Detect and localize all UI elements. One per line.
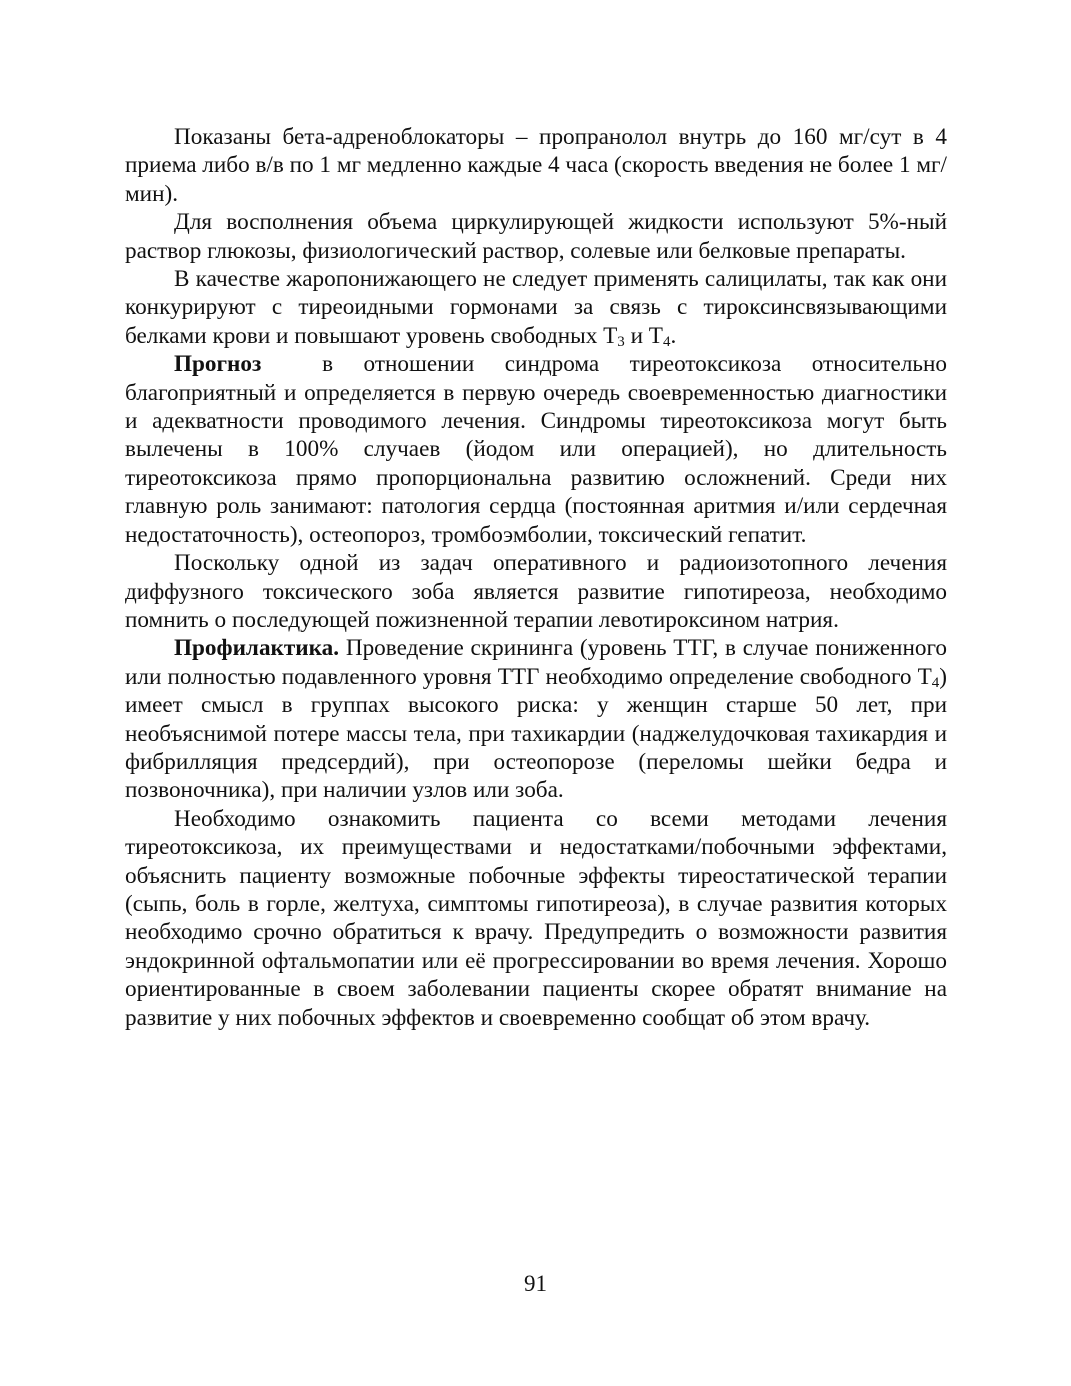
paragraph-text: Для восполнения объема циркулирующей жидкости используют 5%-ный раствор глюкозы, физиологический раствор, солевые или белковые препараты. <box>125 209 947 264</box>
paragraph-text: и Т <box>624 322 663 349</box>
paragraph-fluid-replacement <box>125 208 947 265</box>
paragraph-patient-education <box>125 805 947 1032</box>
paragraph-text: в отношении синдрома тиреотоксикоза относительно благоприятный и определяется в первую очередь своевременностью диагностики и адекватности проводимого лечения. Синдромы тиреотоксикоза могут быть вылечены в 100% случаев (йодом или операцией), но длительность тиреотоксикоза прямо пропорциональна развитию осложнений. Среди них главную роль занимают: патология сердца (постоянная аритмия и/или сердечная недостаточность), остеопороз, тромбоэмболии, токсический гепатит. <box>125 351 953 548</box>
paragraph-text: . <box>670 322 677 349</box>
prognosis-heading: Прогноз <box>174 351 262 378</box>
paragraph-text: ) имеет смысл в группах высокого риска: у женщин старше 50 лет, при необъяснимой потере массы тела, при тахикардии (наджелудочковая тахикардия и фибрилляция предсердий), при остеопорозе (переломы шейки бедра и позвоночника), при наличии узлов или зоба. <box>125 663 947 804</box>
body-text <box>125 123 953 1032</box>
paragraph-text: Необходимо ознакомить пациента со всеми методами лечения тиреотоксикоза, их преимуществами и недостатками/побочными эффектами, объяснить пациенту возможные побочные эффекты тиреостатической терапии (сыпь, боль в горле, желтуха, симптомы гипотиреоза), в случае развития которых необходимо срочно обратиться к врачу. Предупредить о возможности развития эндокринной офтальмопатии или её прогрессировании во время лечения. Хорошо ориентированные в своем заболевании пациенты скорее обратят внимание на развитие у них побочных эффектов и своевременно сообщат об этом врачу. <box>125 805 947 1031</box>
paragraph-text: Показаны бета-адреноблокаторы – пропранолол внутрь до 160 мг/сут в 4 приема либо в/в по 1 мг медленно каждые 4 часа (скорость введения не более 1 мг/мин). <box>125 124 947 207</box>
paragraph-text: В качестве жаропонижающего не следует применять салицилаты, так как они конкурируют с тиреоидными гормонами за связь с тироксинсвязывающими белками крови и повышают уровень свободных Т <box>125 266 947 349</box>
paragraph-text: Поскольку одной из задач оперативного и радиоизотопного лечения диффузного токсического зоба является развитие гипотиреоза, необходимо помнить о последующей пожизненной терапии левотироксином натрия. <box>125 550 947 633</box>
page-number: 91 <box>524 1271 547 1296</box>
subscript-4: 4 <box>931 674 940 691</box>
subscript-3: 3 <box>617 333 625 350</box>
subscript-4: 4 <box>662 333 671 350</box>
paragraph-beta-blockers <box>125 123 947 208</box>
paragraph-antipyretics <box>125 265 947 350</box>
prevention-heading: Профилактика. <box>174 635 340 662</box>
paragraph-text: Проведение скрининга (уровень ТТГ, в случае пониженного или полностью подавленного уровня ТТГ необходимо определение свободного Т <box>125 635 947 690</box>
paragraph-prognosis <box>125 350 953 549</box>
paragraph-prevention <box>125 634 947 804</box>
paragraph-hypothyroidism <box>125 549 947 634</box>
